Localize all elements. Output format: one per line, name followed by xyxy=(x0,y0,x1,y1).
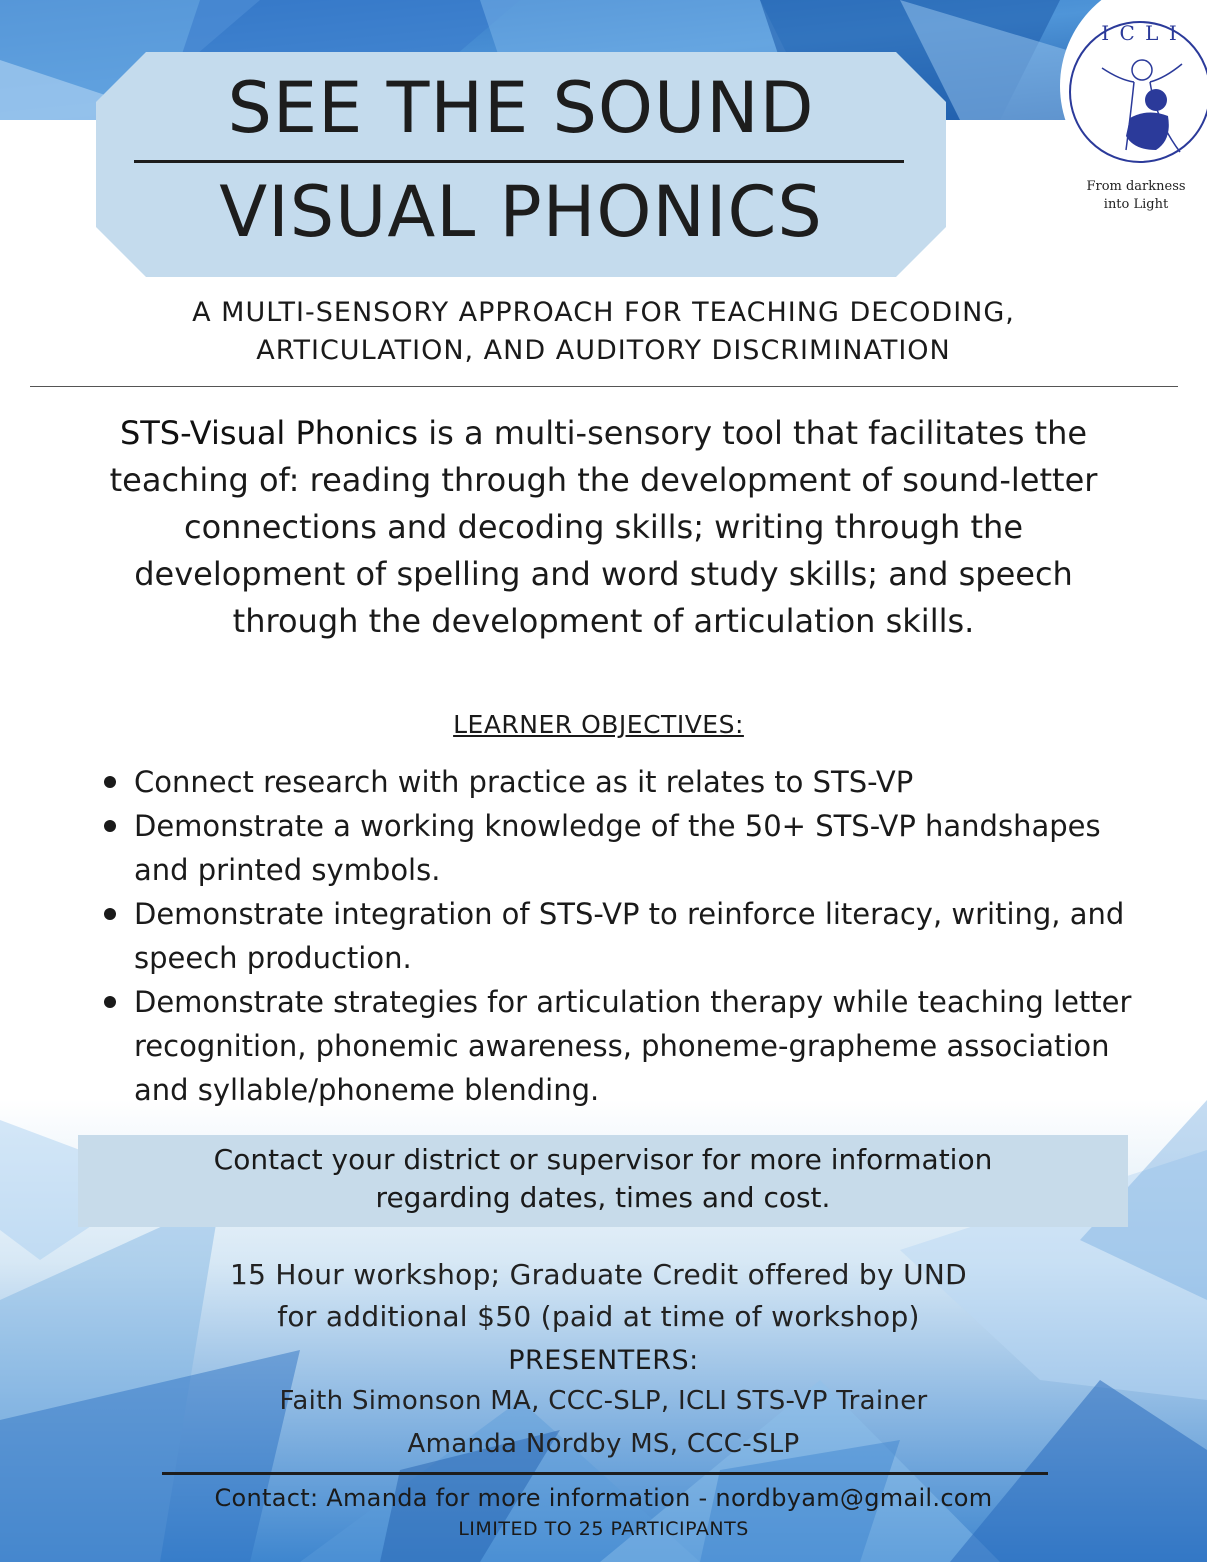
subtitle xyxy=(40,294,1167,370)
list-item: Demonstrate strategies for articulation therapy while teaching letter recognition, phonemic awareness, phoneme-grapheme association and syllable/phoneme blending. xyxy=(104,980,1154,1112)
presenter-name: Amanda Nordby MS, CCC-SLP xyxy=(407,1429,800,1459)
contact-box-line1: Contact your district or supervisor for more information xyxy=(213,1143,993,1176)
subtitle-line2: ARTICULATION, AND AUDITORY DISCRIMINATION xyxy=(256,335,951,366)
logo-tagline-line2: into Light xyxy=(1103,197,1169,212)
section-divider xyxy=(30,386,1178,387)
workshop-info xyxy=(0,1254,1197,1338)
presenters-list xyxy=(0,1380,1207,1466)
limited-participants: LIMITED TO 25 PARTICIPANTS xyxy=(458,1518,749,1540)
page-title-line2: VISUAL PHONICS xyxy=(219,171,823,253)
presenter-name: Faith Simonson MA, CCC-SLP, ICLI STS-VP Trainer xyxy=(279,1386,928,1416)
presenters-heading: PRESENTERS: xyxy=(508,1345,699,1376)
contact-email-line: Contact: Amanda for more information - nordbyam@gmail.com xyxy=(214,1484,993,1512)
list-item: Demonstrate integration of STS-VP to reinforce literacy, writing, and speech production. xyxy=(104,892,1154,980)
intro-bold-term: STS-Visual Phonics xyxy=(119,414,419,452)
list-item: Demonstrate a working knowledge of the 50+ STS-VP handshapes and printed symbols. xyxy=(104,804,1154,892)
contact-info-box xyxy=(78,1135,1128,1227)
intro-text: is a multi-sensory tool that facilitates the teaching of: reading through the development of sound-letter connections and decoding skills; writing through the development of spelling and word study skills; and speech through the development of articulation skills. xyxy=(109,414,1098,640)
workshop-line2: for additional $50 (paid at time of workshop) xyxy=(277,1300,920,1333)
logo-letters: I C L I xyxy=(1101,21,1179,45)
intro-paragraph xyxy=(100,410,1107,645)
list-item: Connect research with practice as it relates to STS-VP xyxy=(104,760,1154,804)
contact-box-line2: regarding dates, times and cost. xyxy=(375,1181,831,1214)
objectives-list xyxy=(104,760,1154,1112)
footer-divider xyxy=(162,1472,1048,1475)
title-divider xyxy=(134,160,904,163)
workshop-line1: 15 Hour workshop; Graduate Credit offered by UND xyxy=(230,1258,967,1291)
logo-tagline-line1: From darkness xyxy=(1086,179,1186,194)
objectives-heading: LEARNER OBJECTIVES: xyxy=(453,710,744,739)
page-title-line1: SEE THE SOUND xyxy=(227,67,815,149)
subtitle-line1: A MULTI-SENSORY APPROACH FOR TEACHING DECODING, xyxy=(192,297,1015,328)
icli-logo xyxy=(1030,0,1207,225)
